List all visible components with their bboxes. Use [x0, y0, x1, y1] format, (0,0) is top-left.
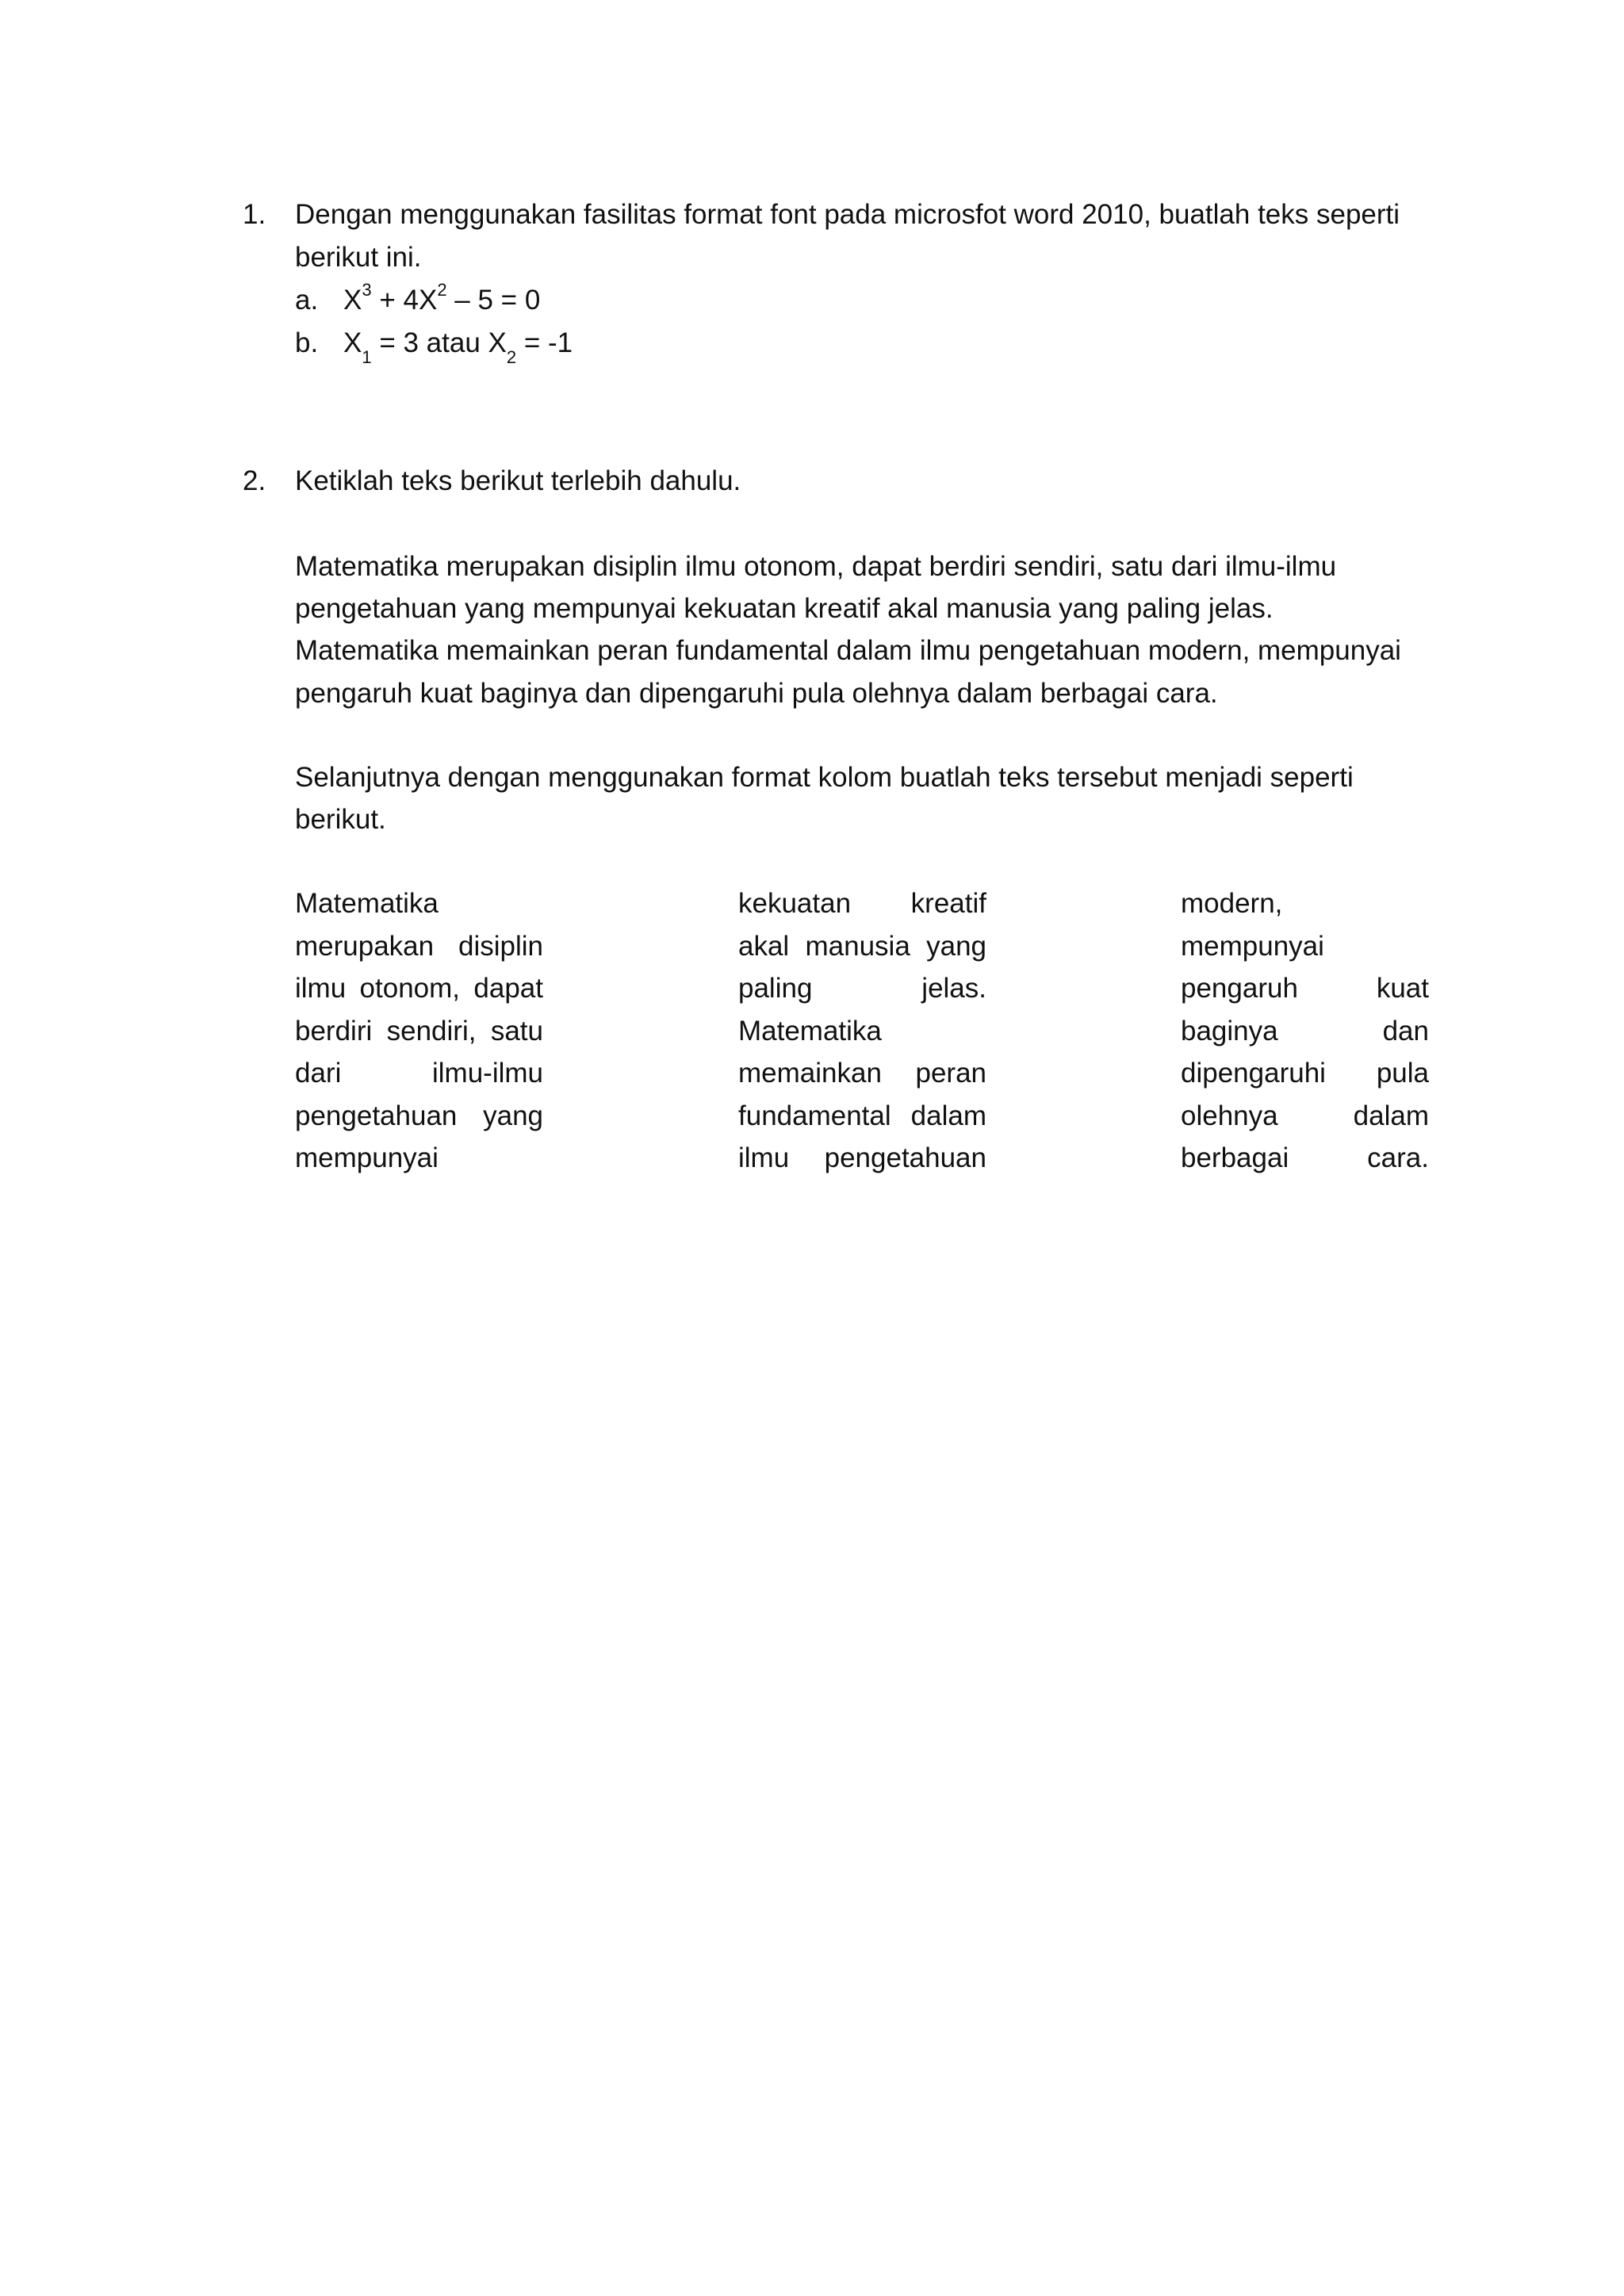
column-3-line: modern, [1181, 888, 1283, 919]
question-1-number: 1. [243, 199, 266, 230]
instruction-line-2: berikut. [295, 804, 386, 835]
column-2-line: kekuatan kreatif [738, 888, 986, 919]
column-1 [295, 882, 543, 1180]
item-b-equation: $X_1 = 3$ atau $X_2 = -1$ [343, 327, 573, 367]
subscript-1: 1 [362, 347, 372, 367]
column-2 [738, 882, 986, 1180]
column-3-line: olehnya dalam [1181, 1100, 1429, 1131]
column-2-line: memainkan peran [738, 1058, 986, 1089]
column-2-line: ilmu pengetahuan [738, 1142, 986, 1173]
item-b-marker: b. [295, 327, 319, 358]
column-2-line: akal manusia yang [738, 930, 986, 962]
question-2-number: 2. [243, 465, 266, 496]
item-a-equation: $X^3 + 4X^2 - 5 = 0$ [343, 280, 541, 316]
instruction-line-1: Selanjutnya dengan menggunakan format kolom buatlah teks tersebut menjadi seperti [295, 762, 1354, 793]
column-2-line: Matematika [738, 1015, 882, 1047]
column-3-line: baginya dan [1181, 1015, 1429, 1047]
column-1-line: ilmu otonom, dapat [295, 973, 543, 1004]
column-3-line: mempunyai [1181, 930, 1324, 962]
paragraph-line-4: pengaruh kuat baginya dan dipengaruhi pula olehnya dalam berbagai cara. [295, 678, 1218, 709]
column-2-line: paling jelas. [738, 973, 986, 1004]
paragraph-line-1: Matematika merupakan disiplin ilmu otonom, dapat berdiri sendiri, satu dari ilmu-ilmu [295, 551, 1337, 582]
subscript-2: 2 [506, 347, 517, 367]
question-1-text-line-1: Dengan menggunakan fasilitas format font pada microsfot word 2010, buatlah teks seperti [295, 199, 1400, 230]
column-3-line: dipengaruhi pula [1181, 1058, 1429, 1089]
superscript-3: 3 [362, 280, 372, 300]
column-3-line: berbagai cara. [1181, 1142, 1429, 1173]
paragraph-line-3: Matematika memainkan peran fundamental dalam ilmu pengetahuan modern, mempunyai [295, 635, 1401, 666]
column-1-line: dari ilmu-ilmu [295, 1058, 543, 1089]
column-1-line: pengetahuan yang [295, 1100, 543, 1131]
column-1-line: berdiri sendiri, satu [295, 1015, 543, 1047]
superscript-2: 2 [437, 280, 447, 300]
column-3-line: pengaruh kuat [1181, 973, 1429, 1004]
column-2-line: fundamental dalam [738, 1100, 986, 1131]
column-1-line: merupakan disiplin [295, 930, 543, 962]
column-3 [1181, 882, 1429, 1180]
question-1-text-line-2: berikut ini. [295, 242, 422, 273]
question-2-intro: Ketiklah teks berikut terlebih dahulu. [295, 465, 741, 496]
item-a-marker: a. [295, 285, 319, 316]
column-1-line: Matematika [295, 888, 439, 919]
paragraph-line-2: pengetahuan yang mempunyai kekuatan kreatif akal manusia yang paling jelas. [295, 593, 1274, 624]
column-1-line: mempunyai [295, 1142, 439, 1173]
